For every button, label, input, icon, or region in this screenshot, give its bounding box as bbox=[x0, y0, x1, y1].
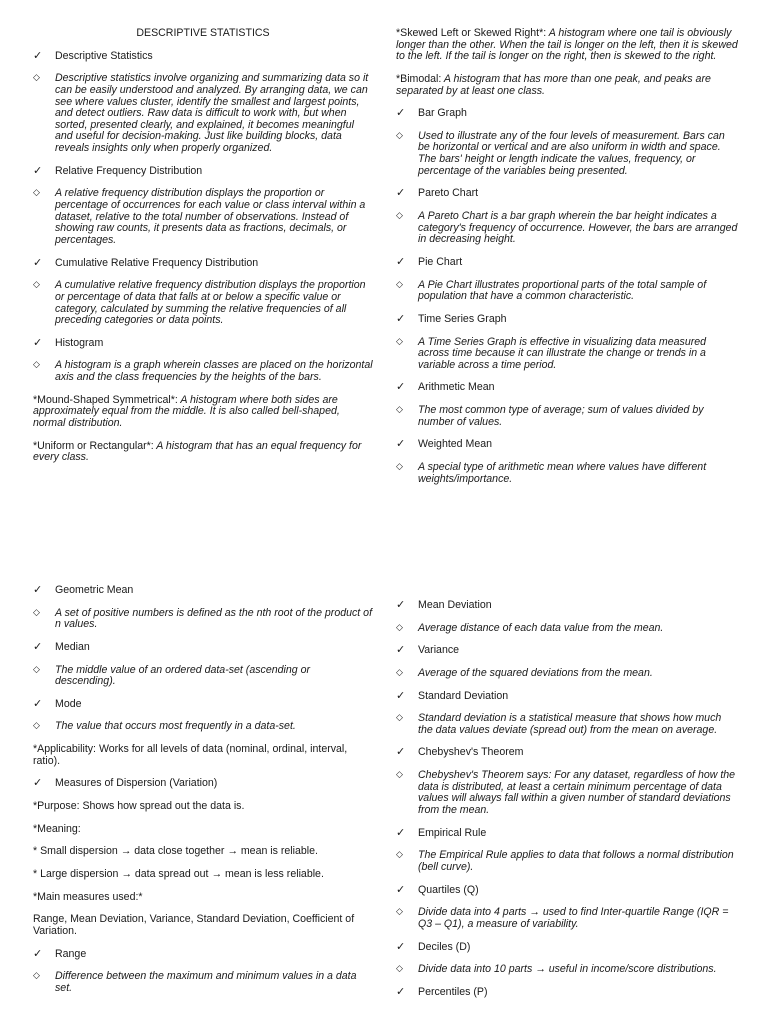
page-title: DESCRIPTIVE STATISTICS bbox=[136, 27, 270, 39]
topic-heading: ✓ Empirical Rule bbox=[396, 828, 738, 840]
topic-definition: ◇ A special type of arithmetic mean where values have different weights/importance. bbox=[396, 462, 738, 485]
topic-definition: ◇ A cumulative relative frequency distribution displays the proportion or percentage of data that falls at or below a specific value or category, calculated by summing the relative frequencies of all preceding categories or data points. bbox=[33, 280, 373, 327]
topic-definition: ◇ Average distance of each data value from the mean. bbox=[396, 623, 738, 635]
topic-definition: ◇ A set of positive numbers is defined as the nth root of the product of n values. bbox=[33, 608, 373, 631]
topic-heading: ✓ Measures of Dispersion (Variation) bbox=[33, 778, 373, 790]
topic-definition: ◇ A Time Series Graph is effective in visualizing data measured across time because it can illustrate the change or trends in a variable across a time period. bbox=[396, 337, 738, 372]
topic-heading: ✓ Mode bbox=[33, 699, 373, 711]
note-text: A histogram that has more than one peak, and peaks are separated by at least one class. bbox=[396, 72, 711, 97]
topic-heading: ✓ Percentiles (P) bbox=[396, 987, 738, 999]
right-column-bottom bbox=[396, 600, 738, 1009]
plain-text-line: * Large dispersion → data spread out → mean is less reliable. bbox=[33, 867, 324, 880]
topic-definition: ◇ Chebyshev's Theorem says: For any dataset, regardless of how the data is distributed, at least a certain minimum percentage of data values will always fall within a given number of standard deviations from the mean. bbox=[396, 770, 738, 817]
topic-definition: ◇ The Empirical Rule applies to data that follows a normal distribution (bell curve). bbox=[396, 850, 738, 873]
plain-text-line: *Meaning: bbox=[33, 822, 81, 835]
note-text: A histogram where one tail is obviously longer than the other. When the tail is longer on the left, then it is skewed to the left. If the tail is longer on the right, then is skewed to the right. bbox=[396, 27, 738, 63]
left-column-top bbox=[33, 28, 373, 475]
topic-heading: ✓ Bar Graph bbox=[396, 108, 738, 120]
topic-definition: ◇ The value that occurs most frequently in a data-set. bbox=[33, 721, 373, 733]
topic-heading: ✓ Geometric Mean bbox=[33, 585, 373, 597]
topic-definition: ◇ Standard deviation is a statistical measure that shows how much the data values deviate (spread out) from the mean on average. bbox=[396, 713, 738, 736]
topic-heading: ✓ Cumulative Relative Frequency Distribution bbox=[33, 258, 373, 270]
note-label: *Mound-Shaped Symmetrical*: bbox=[33, 393, 178, 406]
topic-heading: ✓ Quartiles (Q) bbox=[396, 885, 738, 897]
topic-heading: ✓ Pie Chart bbox=[396, 257, 738, 269]
histogram-type-note bbox=[396, 74, 738, 97]
right-column-top bbox=[396, 28, 738, 496]
topic-heading: ✓ Standard Deviation bbox=[396, 691, 738, 703]
topic-definition: ◇ A relative frequency distribution displays the proportion or percentage of occurrences for each value or class interval within a dataset, relative to the total number of observations. Instead of showing raw counts, it presents data as fractions, decimals, or percentages. bbox=[33, 188, 373, 246]
plain-text-line: Range, Mean Deviation, Variance, Standard Deviation, Coefficient of Variation. bbox=[33, 913, 355, 937]
topic-definition: ◇ A histogram is a graph wherein classes are placed on the horizontal axis and the class frequencies by the heights of the bars. bbox=[33, 360, 373, 383]
topic-heading: ✓ Time Series Graph bbox=[396, 314, 738, 326]
histogram-type-note bbox=[396, 28, 738, 63]
topic-heading: ✓ Histogram bbox=[33, 338, 373, 350]
topic-definition: ◇ A Pie Chart illustrates proportional parts of the total sample of population that have a common characteristic. bbox=[396, 280, 738, 303]
histogram-type-note bbox=[33, 441, 373, 464]
topic-definition: ◇ The middle value of an ordered data-set (ascending or descending). bbox=[33, 665, 373, 688]
topic-heading: ✓ Pareto Chart bbox=[396, 188, 738, 200]
topic-heading: ✓ Relative Frequency Distribution bbox=[33, 166, 373, 178]
notes-list bbox=[396, 600, 738, 998]
plain-text-line: * Small dispersion → data close together → mean is reliable. bbox=[33, 845, 318, 858]
plain-text-line: *Main measures used:* bbox=[33, 890, 143, 903]
note-label: *Uniform or Rectangular*: bbox=[33, 439, 154, 452]
topic-definition: ◇ The most common type of average; sum of values divided by number of values. bbox=[396, 405, 738, 428]
notes-list bbox=[33, 51, 373, 464]
topic-heading: ✓ Chebyshev's Theorem bbox=[396, 747, 738, 759]
topic-heading: ✓ Arithmetic Mean bbox=[396, 382, 738, 394]
topic-definition: ◇ Divide data into 10 parts → useful in income/score distributions. bbox=[396, 964, 738, 976]
topic-heading: ✓ Mean Deviation bbox=[396, 600, 738, 612]
topic-definition: ◇ Divide data into 4 parts → used to find Inter-quartile Range (IQR = Q3 – Q1), a measure of variability. bbox=[396, 907, 738, 930]
topic-definition: ◇ Difference between the maximum and minimum values in a data set. bbox=[33, 971, 373, 994]
note-text: A histogram where both sides are approximately equal from the middle. It is also called bell-shaped, normal distribution. bbox=[33, 393, 340, 430]
notes-list bbox=[33, 585, 373, 994]
topic-definition: ◇ Descriptive statistics involve organizing and summarizing data so it can be easily understood and analyzed. By arranging data, we can see where values cluster, identify the smallest and largest points, and detect outliers. Raw data is difficult to work with, but when sorted, presented clearly, and explained, it becomes meaningful and useful for decision-making. Just like building blocks, data reveals insights only when properly organized. bbox=[33, 73, 373, 154]
plain-text-line: *Purpose: Shows how spread out the data is. bbox=[33, 800, 245, 813]
topic-heading: ✓ Median bbox=[33, 642, 373, 654]
note-label: *Bimodal: bbox=[396, 72, 442, 85]
note-label: *Skewed Left or Skewed Right*: bbox=[396, 27, 547, 39]
topic-definition: ◇ A Pareto Chart is a bar graph wherein the bar height indicates a category's frequency of occurrence. However, the bars are arranged in decreasing height. bbox=[396, 211, 738, 246]
plain-text-line: *Applicability: Works for all levels of data (nominal, ordinal, interval, ratio). bbox=[33, 743, 348, 767]
topic-definition: ◇ Used to illustrate any of the four levels of measurement. Bars can be horizontal or vertical and are also uniform in width and space. The bars' height or length indicate the values, frequency, or percentage of the variables being presented. bbox=[396, 131, 738, 178]
topic-heading: ✓ Deciles (D) bbox=[396, 942, 738, 954]
histogram-type-note bbox=[33, 395, 373, 430]
notes-list bbox=[396, 28, 738, 485]
topic-heading: ✓ Range bbox=[33, 949, 373, 961]
left-column-bottom bbox=[33, 585, 373, 1005]
topic-heading: ✓ Variance bbox=[396, 645, 738, 657]
topic-definition: ◇ Average of the squared deviations from the mean. bbox=[396, 668, 738, 680]
topic-heading: ✓ Descriptive Statistics bbox=[33, 51, 373, 63]
note-text: A histogram that has an equal frequency for every class. bbox=[33, 439, 362, 464]
topic-heading: ✓ Weighted Mean bbox=[396, 439, 738, 451]
